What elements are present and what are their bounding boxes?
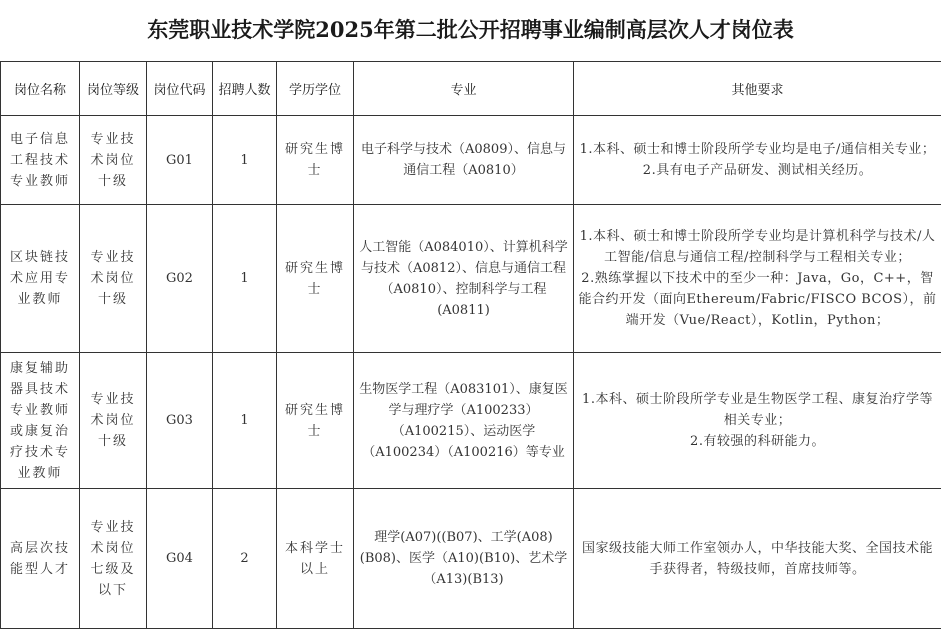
requirement-item: 2.有较强的科研能力。 <box>690 434 825 449</box>
position-code: G04 <box>147 489 213 629</box>
requirement-item: 2.具有电子产品研发、测试相关经历。 <box>642 163 873 178</box>
hiring-count: 2 <box>213 489 277 629</box>
position-name: 康复辅助器具技术专业教师或康复治疗技术专业教师 <box>1 353 80 489</box>
header-position-name: 岗位名称 <box>1 62 80 116</box>
table-header-row <box>1 62 941 116</box>
major: 人工智能（A084010）、计算机科学与技术（A0812）、信息与通信工程（A0810）、控制科学与工程(A0811) <box>354 205 574 353</box>
hiring-count: 1 <box>213 353 277 489</box>
requirement-item: 2.熟练掌握以下技术中的至少一种：Java，Go，C++，智能合约开发（面向Ethereum/Fabric/FISCO BCOS），前端开发（Vue/React），Kotlin，Python； <box>578 271 937 328</box>
position-code: G01 <box>147 116 213 205</box>
education-degree: 研究生博士 <box>277 205 354 353</box>
requirement-item: 1.本科、硕士阶段所学专业是生物医学工程、康复治疗学等相关专业； <box>582 392 933 428</box>
education-degree: 研究生博士 <box>277 353 354 489</box>
major: 理学(A07)((B07)、工学(A08)(B08)、医学（A10)(B10)、艺术学（A13)(B13) <box>354 489 574 629</box>
requirement-item: 1.本科、硕士和博士阶段所学专业均是计算机科学与技术/人工智能/信息与通信工程/控制科学与工程相关专业； <box>579 229 936 265</box>
major: 生物医学工程（A083101）、康复医学与理疗学（A100233）（A100215）、运动医学（A100234）（A100216）等专业 <box>354 353 574 489</box>
position-name: 高层次技能型人才 <box>1 489 80 629</box>
header-education: 学历学位 <box>277 62 354 116</box>
table-row <box>1 353 941 489</box>
header-position-level: 岗位等级 <box>80 62 147 116</box>
requirements <box>574 353 941 489</box>
table-row <box>1 489 941 629</box>
requirement-item: 国家级技能大师工作室领办人，中华技能大奖、全国技术能手获得者，特级技师，首席技师等。 <box>581 540 933 577</box>
hiring-count: 1 <box>213 116 277 205</box>
job-positions-table <box>0 61 941 629</box>
header-position-code: 岗位代码 <box>147 62 213 116</box>
position-name: 电子信息工程技术专业教师 <box>1 116 80 205</box>
header-hiring-count: 招聘人数 <box>213 62 277 116</box>
position-level: 专业技术岗位七级及以下 <box>80 489 147 629</box>
requirement-item: 1.本科、硕士和博士阶段所学专业均是电子/通信相关专业； <box>579 142 936 157</box>
requirements <box>574 116 941 205</box>
hiring-count: 1 <box>213 205 277 353</box>
education-degree: 本科学士以上 <box>277 489 354 629</box>
table-row <box>1 116 941 205</box>
requirements <box>574 205 941 353</box>
major: 电子科学与技术（A0809）、信息与通信工程（A0810） <box>354 116 574 205</box>
position-code: G02 <box>147 205 213 353</box>
position-code: G03 <box>147 353 213 489</box>
header-requirements: 其他要求 <box>574 62 941 116</box>
position-name: 区块链技术应用专业教师 <box>1 205 80 353</box>
position-level: 专业技术岗位十级 <box>80 353 147 489</box>
education-degree: 研究生博士 <box>277 116 354 205</box>
header-major: 专业 <box>354 62 574 116</box>
position-level: 专业技术岗位十级 <box>80 205 147 353</box>
table-row <box>1 205 941 353</box>
document-title: 东莞职业技术学院2025年第二批公开招聘事业编制高层次人才岗位表 <box>147 17 794 42</box>
requirements <box>574 489 941 629</box>
position-level: 专业技术岗位十级 <box>80 116 147 205</box>
